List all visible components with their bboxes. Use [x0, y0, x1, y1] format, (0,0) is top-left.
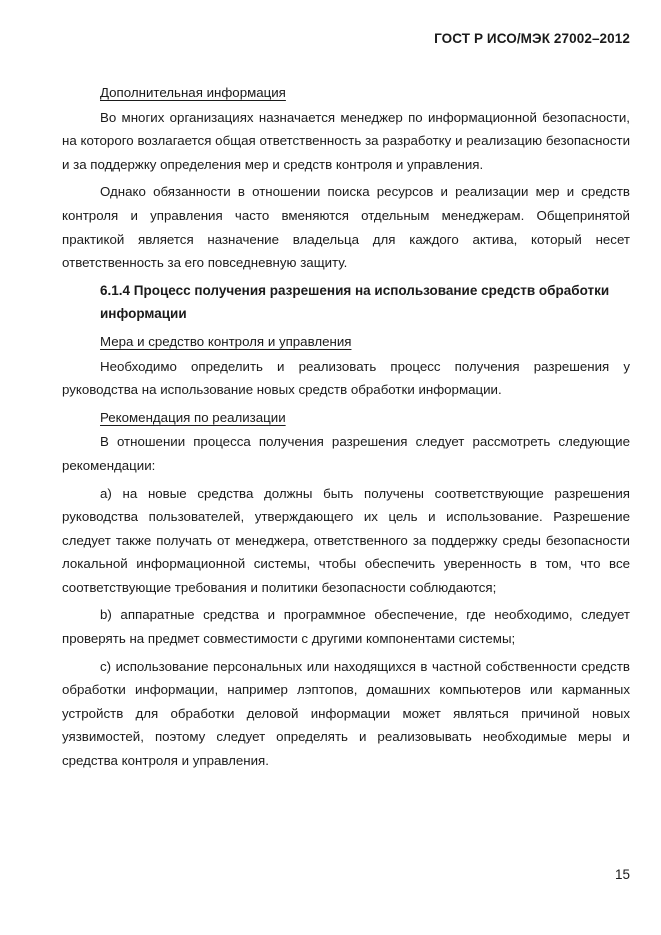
section-title: 6.1.4 Процесс получения разрешения на использование средств обработки информации: [100, 282, 610, 322]
guidance-item-a: a) на новые средства должны быть получены соответствующие разрешения руководства пользователей, утверждающего их цель и использование. Разрешение следует также получать от менеджера, ответственного за поддержку среды безопасности локальной информационной системы, чтобы обеспечить уверенность в том, что все соответствующие требования и политики безопасности соблюдаются;: [62, 485, 630, 595]
additional-info-paragraph-1: Во многих организациях назначается менеджер по информационной безопасности, на которого возлагается общая ответственность за разработку и реализацию безопасности и за поддержку определения мер и средств контроля и управления.: [62, 109, 630, 172]
control-paragraph: Необходимо определить и реализовать процесс получения разрешения у руководства на использование новых средств обработки информации.: [62, 358, 630, 398]
additional-info-heading: Дополнительная информация: [100, 85, 286, 100]
guidance-heading: Рекомендация по реализации: [100, 409, 286, 425]
document-standard-code: ГОСТ Р ИСО/МЭК 27002–2012: [434, 31, 630, 46]
document-body: [62, 81, 630, 777]
page-number: 15: [614, 867, 630, 882]
control-heading: Мера и средство контроля и управления: [100, 333, 352, 349]
guidance-item-b: b) аппаратные средства и программное обеспечение, где необходимо, следует проверять на предмет совместимости с другими компонентами системы;: [62, 607, 630, 647]
guidance-item-c: c) использование персональных или находящихся в частной собственности средств обработки информации, например лэптопов, домашних компьютеров или карманных устройств для обработки деловой информации может являться причиной новых уязвимостей, поэтому следует определять и реализовывать необходимые меры и средства контроля и управления.: [62, 658, 630, 769]
additional-info-paragraph-2: Однако обязанности в отношении поиска ресурсов и реализации мер и средств контроля и управления часто вменяются отдельным менеджерам. Общепринятой практикой является назначение владельца для каждого актива, который несет ответственность за его повседневную защиту.: [62, 184, 630, 271]
guidance-intro-paragraph: В отношении процесса получения разрешения следует рассмотреть следующие рекомендации:: [62, 434, 630, 473]
